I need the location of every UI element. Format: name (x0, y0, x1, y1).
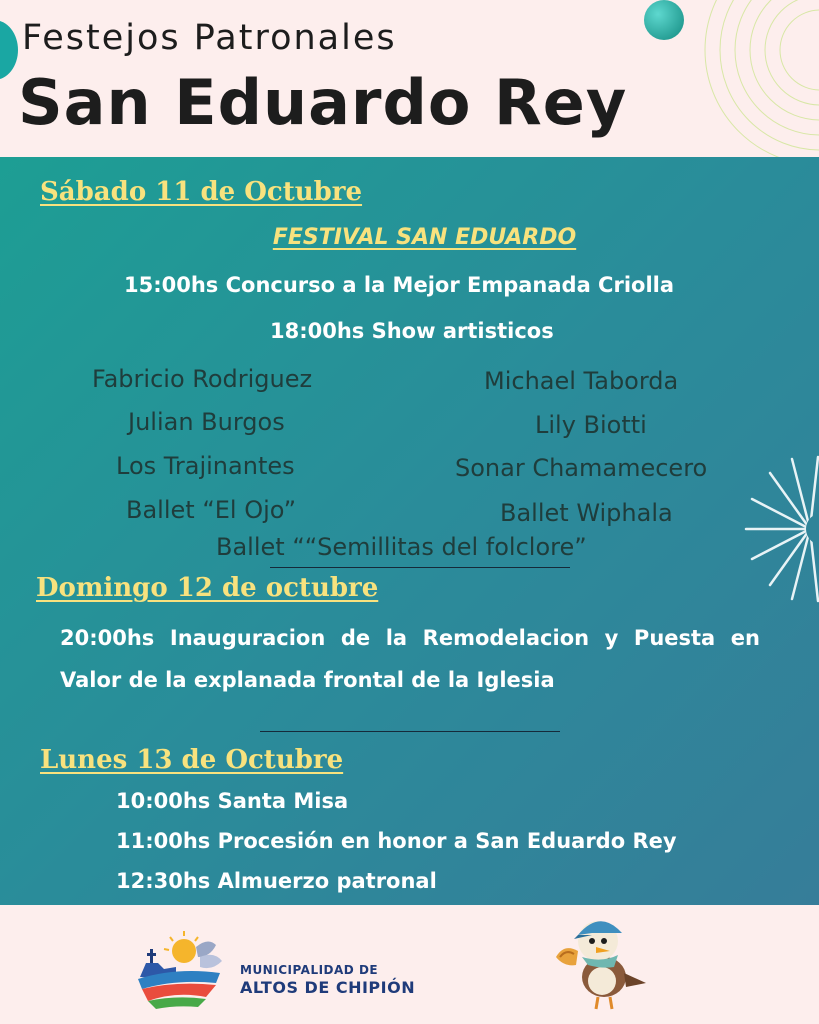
saturday-event-1: 15:00hs Concurso a la Mejor Empanada Criolla (124, 273, 675, 297)
artist-right-3: Sonar Chamamecero (455, 454, 708, 482)
artist-left-3: Los Trajinantes (116, 452, 295, 480)
teal-dot-decoration (644, 0, 684, 40)
artist-center: Ballet ““Semillitas del folclore” (216, 533, 587, 561)
sunday-event: 20:00hs Inauguracion de la Remodelacion y Puesta en Valor de la explanada frontal de la Iglesia (60, 626, 760, 692)
sunday-heading: Domingo 12 de octubre (36, 573, 379, 603)
festival-title: FESTIVAL SAN EDUARDO (272, 225, 577, 250)
saturday-heading: Sábado 11 de Octubre (40, 177, 363, 207)
saturday-event-2: 18:00hs Show artisticos (270, 319, 554, 343)
divider (270, 567, 570, 568)
decorative-circle (0, 20, 18, 80)
starburst-decoration (740, 455, 819, 603)
page-title: San Eduardo Rey (18, 66, 628, 139)
monday-event-3: 12:30hs Almuerzo patronal (116, 869, 437, 893)
monday-event-2: 11:00hs Procesión en honor a San Eduardo Rey (116, 829, 677, 853)
header-subtitle: Festejos Patronales (22, 18, 397, 58)
artist-right-1: Michael Taborda (484, 367, 679, 395)
artist-right-2: Lily Biotti (535, 411, 647, 439)
monday-heading: Lunes 13 de Octubre (40, 745, 344, 775)
logo-text-line1: MUNICIPALIDAD DE (240, 963, 379, 977)
bird-mascot-illustration (552, 907, 652, 1011)
divider (260, 731, 560, 732)
artist-right-4: Ballet Wiphala (500, 499, 673, 527)
municipality-logo (136, 927, 236, 1009)
program-panel (0, 157, 819, 905)
artist-left-1: Fabricio Rodriguez (92, 365, 313, 393)
header (0, 0, 819, 157)
logo-text-line2: ALTOS DE CHIPIÓN (240, 978, 416, 997)
footer (0, 905, 819, 1024)
artist-left-4: Ballet “El Ojo” (126, 496, 297, 524)
monday-event-1: 10:00hs Santa Misa (116, 789, 349, 813)
artist-left-2: Julian Burgos (128, 408, 285, 436)
